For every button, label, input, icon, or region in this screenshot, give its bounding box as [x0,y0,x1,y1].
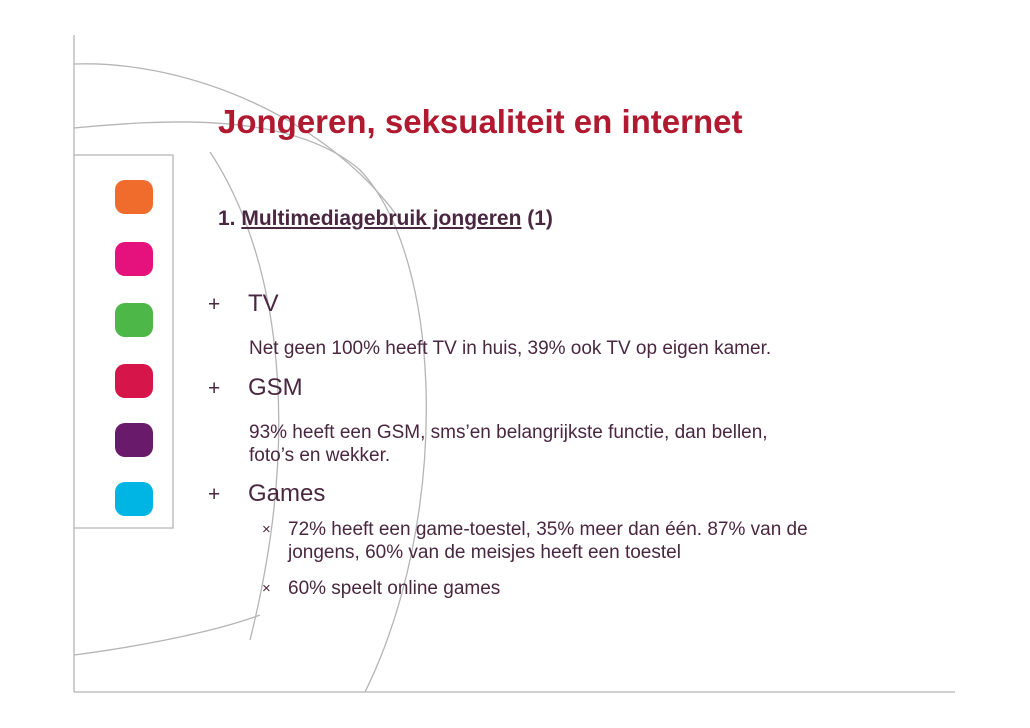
bullet-heading: TV [248,290,279,317]
bullet-gsm-text [249,421,768,467]
text-line: 72% heeft een game-toestel, 35% meer dan één. 87% van de [288,519,808,540]
games-subitem-2 [262,577,500,600]
color-dot-orange [115,180,153,214]
games-subitem-1 [262,518,808,564]
sub-marker: × [262,521,271,538]
sub-text [288,518,808,564]
bullet-gsm [208,374,303,402]
bullet-games [208,480,325,508]
text-line: jongens, 60% van de meisjes heeft een toestel [288,542,681,563]
text-line: foto’s en wekker. [249,445,391,466]
bullet-heading: GSM [248,374,303,401]
color-dot-cyan [115,482,153,516]
text-line: 93% heeft een GSM, sms’en belangrijkste functie, dan bellen, [249,422,768,443]
text-line: Net geen 100% heeft TV in huis, 39% ook TV op eigen kamer. [249,338,772,359]
text-line: 60% speelt online games [288,578,501,599]
color-dot-red [115,364,153,398]
bullet-tv-text [249,337,771,360]
bullet-marker: + [208,483,221,506]
decor-arc-bottom [74,615,260,655]
bullet-marker: + [208,293,221,316]
bullet-tv [208,290,279,318]
color-dot-pink [115,242,153,276]
sub-text [288,577,500,600]
bullet-heading: Games [248,480,326,507]
section-heading [218,207,553,231]
color-dot-purple [115,423,153,457]
slide-title: Jongeren, seksualiteit en internet [218,103,743,140]
sub-marker: × [262,580,271,597]
section-suffix: (1) [527,207,553,230]
section-label: Multimediagebruik jongeren [241,207,522,230]
section-number: 1. [218,207,236,230]
color-dot-green [115,303,153,337]
bullet-marker: + [208,377,221,400]
